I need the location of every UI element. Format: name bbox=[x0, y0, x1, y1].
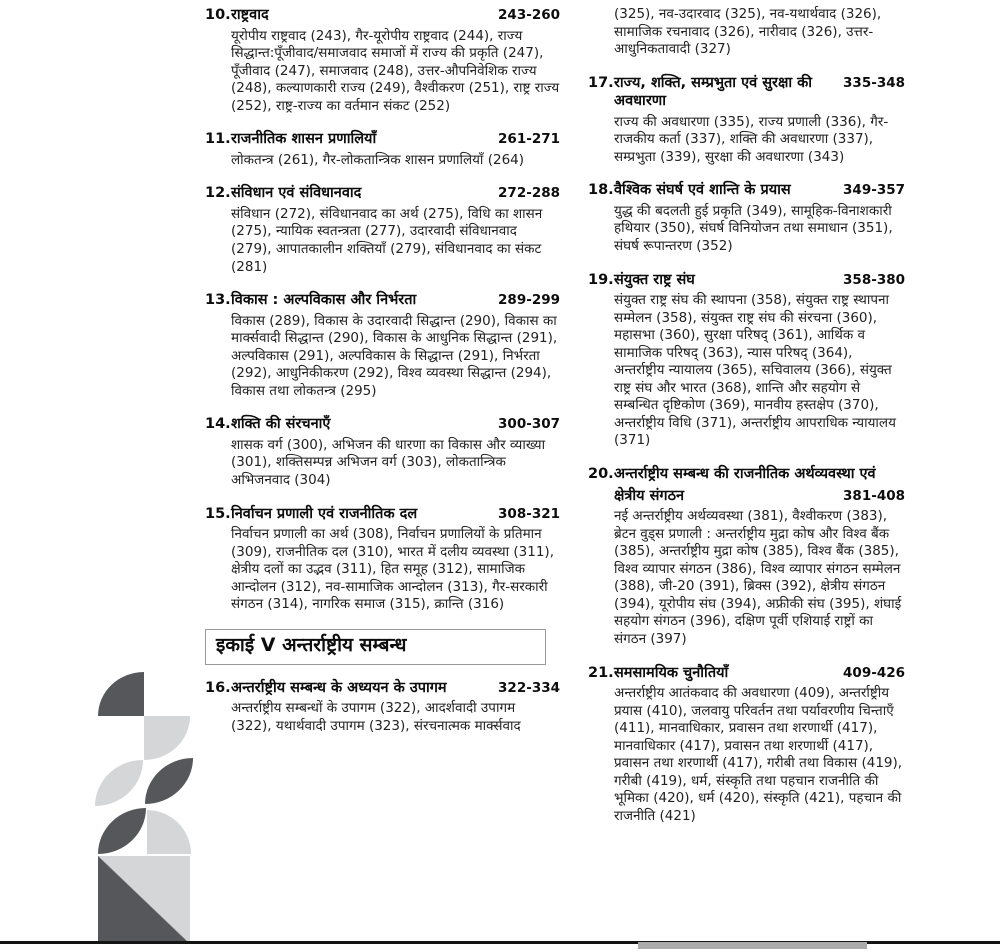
toc-entry-18 bbox=[588, 181, 905, 255]
entry-body: नई अन्तर्राष्ट्रीय अर्थव्यवस्था (381), वैश्वीकरण (383), ब्रेटन वुड्स प्रणाली : अन्तर्राष्ट्रीय मुद्रा कोष और विश्व बैंक (385), अन्तर्राष्ट्रीय मुद्रा कोष (385), विश्व बैंक (385), विश्व व्यापार संगठन (386), विश्व व्यापार संगठन सम्मेलन (388), जी-20 (391), ब्रिक्स (392), क्षेत्रीय संगठन (394), यूरोपीय संघ (394), अफ्रीकी संघ (395), शंघाई सहयोग संगठन (396), दक्षिण पूर्वी एशियाई राष्ट्रों का संगठन (397) bbox=[614, 508, 902, 647]
entry-title: राजनीतिक शासन प्रणालियाँ bbox=[231, 131, 377, 148]
page-edge-bar bbox=[638, 942, 867, 949]
entry-body: लोकतन्त्र (261), गैर-लोकतान्त्रिक शासन प्रणालियाँ (264) bbox=[231, 151, 525, 168]
entry-head bbox=[588, 465, 905, 484]
toc-entry-11 bbox=[205, 130, 560, 169]
entry-number: 21. bbox=[588, 664, 614, 681]
quarter-circle-icon bbox=[144, 716, 190, 760]
entry-body: संयुक्त राष्ट्र संघ की स्थापना (358), संयुक्त राष्ट्र स्थापना सम्मेलन (358), संयुक्त राष्ट्र संघ की संरचना (360), महासभा (360), सुरक्षा परिषद् (361), आर्थिक व सामाजिक परिषद् (363), न्यास परिषद् (364), अन्तर्राष्ट्रीय न्यायालय (365), सचिवालय (366), संयुक्त राष्ट्र संघ और भारत (368), शान्ति और सहयोग से सम्बन्धित दृष्टिकोण (369), मानवीय हस्तक्षेप (370), अन्तर्राष्ट्रीय विधि (371), अन्तर्राष्ट्रीय आपराधिक न्यायालय (371) bbox=[614, 292, 896, 449]
toc-entry-15 bbox=[205, 505, 560, 614]
entry-body: विकास (289), विकास के उदारवादी सिद्धान्त (290), विकास का मार्क्सवादी सिद्धान्त (290), विकास के आधुनिक सिद्धान्त (291), अल्पविकास (291), अल्पविकास के सिद्धान्त (291), निर्भरता (292), आधुनिकीकरण (292), विश्व व्यवस्था सिद्धान्त (294), विकास तथा लोकतन्त्र (295) bbox=[231, 312, 558, 399]
entry-page-range: 272-288 bbox=[498, 185, 560, 202]
toc-entry-21 bbox=[588, 664, 905, 826]
toc-entry-20 bbox=[588, 465, 905, 648]
entry-body: युद्ध की बदलती हुई प्रकृति (349), सामूहिक-विनाशकारी हथियार (350), संघर्ष विनियोजन तथा समाधान (351), संघर्ष रूपान्तरण (352) bbox=[614, 202, 893, 255]
entry-page-range: 243-260 bbox=[498, 7, 560, 23]
entry-head bbox=[588, 271, 905, 290]
entry-title: समसामयिक चुनौतियाँ bbox=[614, 664, 729, 681]
entry-head bbox=[588, 74, 905, 111]
toc-entry-19 bbox=[588, 271, 905, 450]
entry-page-range: 261-271 bbox=[498, 131, 560, 148]
leaf-shape-icon bbox=[145, 758, 193, 804]
quarter-circle-icon bbox=[98, 672, 144, 716]
entry-body: यूरोपीय राष्ट्रवाद (243), गैर-यूरोपीय राष्ट्रवाद (244), राज्य सिद्धान्त:पूँजीवाद/समाजवाद समाजों में राज्य की प्रकृति (247), पूँजीवाद (247), समाजवाद (248), उत्तर-औपनिवेशिक राज्य (248), कल्याणकारी राज्य (249), वैश्वीकरण (251), राष्ट्र राज्य (252), राष्ट्र-राज्य का वर्तमान संकट (252) bbox=[231, 27, 560, 114]
entry-head bbox=[205, 6, 560, 25]
entry-head-line2 bbox=[588, 487, 905, 506]
entry-body: अन्तर्राष्ट्रीय सम्बन्धों के उपागम (322), आदर्शवादी उपागम (322), यथार्थवादी उपागम (323), संरचनात्मक मार्क्सवाद bbox=[231, 700, 521, 734]
entry-title: वैश्विक संघर्ष एवं शान्ति के प्रयास bbox=[614, 182, 791, 199]
entry-number: 13. bbox=[205, 292, 231, 309]
left-column bbox=[205, 6, 560, 840]
entry-title: निर्वाचन प्रणाली एवं राजनीतिक दल bbox=[231, 505, 418, 522]
entry-head bbox=[205, 415, 560, 434]
entry-body: संविधान (272), संविधानवाद का अर्थ (275), विधि का शासन (275), न्यायिक स्वतन्त्रता (277), उदारवादी संविधानवाद (279), आपातकालीन शक्तियाँ (279), संविधानवाद का संकट (281) bbox=[231, 205, 543, 275]
entry-page-range: 349-357 bbox=[843, 182, 905, 199]
toc-entry-16 bbox=[205, 679, 560, 736]
entry-title: अन्तर्राष्ट्रीय सम्बन्ध के अध्ययन के उपागम bbox=[231, 679, 447, 696]
decorative-motif bbox=[95, 670, 191, 944]
entry-head bbox=[205, 291, 560, 310]
entry-number: 20. bbox=[588, 466, 614, 483]
entry-page-range: 381-408 bbox=[843, 487, 905, 504]
entry-title: राष्ट्रवाद bbox=[231, 7, 269, 23]
entry-16-continuation: (325), नव-उदारवाद (325), नव-यथार्थवाद (326), सामाजिक रचनावाद (326), नारीवाद (326), उत्तर-आधुनिकतावादी (327) bbox=[614, 6, 882, 58]
entry-page-range: 358-380 bbox=[843, 271, 905, 288]
entry-page-range: 308-321 bbox=[498, 505, 560, 522]
entry-head bbox=[205, 130, 560, 149]
entry-page-range: 289-299 bbox=[498, 292, 560, 309]
entry-number: 15. bbox=[205, 505, 231, 522]
entry-number: 14. bbox=[205, 416, 231, 433]
entry-page-range: 409-426 bbox=[843, 664, 905, 681]
entry-head bbox=[205, 184, 560, 203]
entry-page-range: 335-348 bbox=[843, 74, 905, 91]
toc-entry-10 bbox=[205, 6, 560, 115]
leaf-shape-icon bbox=[95, 760, 143, 806]
entry-body: शासक वर्ग (300), अभिजन की धारणा का विकास और व्याख्या (301), शक्तिसम्पन्न अभिजन वर्ग (303), लोकतान्त्रिक अभिजनवाद (304) bbox=[231, 436, 546, 489]
entry-title: राज्य, शक्ति, सम्प्रभुता एवं सुरक्षा की अवधारणा bbox=[614, 74, 813, 110]
entry-title-line1: अन्तर्राष्ट्रीय सम्बन्ध की राजनीतिक अर्थव्यवस्था एवं bbox=[614, 466, 876, 483]
entry-head bbox=[205, 679, 560, 698]
entry-body: राज्य की अवधारणा (335), राज्य प्रणाली (336), गैर-राजकीय कर्ता (337), शक्ति की अवधारणा (337), सम्प्रभुता (339), सुरक्षा की अवधारणा (343) bbox=[614, 113, 889, 165]
unit-heading-box bbox=[205, 629, 546, 665]
entry-body: निर्वाचन प्रणाली का अर्थ (308), निर्वाचन प्रणालियों के प्रतिमान (309), राजनीतिक दल (310), भारत में दलीय व्यवस्था (311), क्षेत्रीय दलों का उद्भव (311), हित समूह (312), सामाजिक आन्दोलन (312), नव-सामाजिक आन्दोलन (313), गैर-सरकारी संगठन (314), नागरिक समाज (315), क्रान्ति (316) bbox=[231, 526, 554, 613]
toc-entry-12 bbox=[205, 184, 560, 276]
entry-title-line2: क्षेत्रीय संगठन bbox=[614, 487, 685, 504]
entry-number: 18. bbox=[588, 182, 614, 199]
entry-title: विकास : अल्पविकास और निर्भरता bbox=[231, 292, 417, 309]
entry-head bbox=[205, 505, 560, 524]
entry-title: संयुक्त राष्ट्र संघ bbox=[614, 271, 695, 288]
toc-entry-14 bbox=[205, 415, 560, 489]
entry-number: 11. bbox=[205, 131, 231, 148]
entry-number: 17. bbox=[588, 74, 614, 91]
entry-head bbox=[588, 664, 905, 683]
entry-page-range: 300-307 bbox=[498, 416, 560, 433]
toc-entry-17 bbox=[588, 74, 905, 167]
entry-page-range: 322-334 bbox=[498, 679, 560, 696]
entry-number: 19. bbox=[588, 271, 614, 288]
entry-title: संविधान एवं संविधानवाद bbox=[231, 185, 362, 202]
entry-head bbox=[588, 181, 905, 200]
right-column bbox=[588, 6, 905, 840]
diagonal-split-square-icon bbox=[98, 856, 190, 944]
entry-body: अन्तर्राष्ट्रीय आतंकवाद की अवधारणा (409), अन्तर्राष्ट्रीय प्रयास (410), जलवायु परिवर्तन तथा पर्यावरणीय चिन्ताएँ (411), मानवाधिकार, प्रवासन तथा शरणार्थी (417), मानवाधिकार (417), प्रवासन तथा शरणार्थी (417), प्रवासन तथा शरणार्थी (417), गरीबी तथा विकास (419), गरीबी (419), धर्म, संस्कृति तथा पहचान राजनीति की भूमिका (420), धर्म (420), संस्कृति (421), पहचान की राजनीति (421) bbox=[614, 685, 903, 824]
leaf-shape-icon bbox=[98, 808, 146, 854]
entry-title: शक्ति की संरचनाएँ bbox=[231, 416, 331, 433]
entry-number: 12. bbox=[205, 185, 231, 202]
unit-heading-label: इकाई V अन्तर्राष्ट्रीय सम्बन्ध bbox=[216, 633, 407, 656]
quarter-circle-icon bbox=[147, 810, 191, 854]
entry-number: 16. bbox=[205, 679, 231, 696]
entry-number: 10. bbox=[205, 7, 231, 23]
toc-entry-13 bbox=[205, 291, 560, 400]
